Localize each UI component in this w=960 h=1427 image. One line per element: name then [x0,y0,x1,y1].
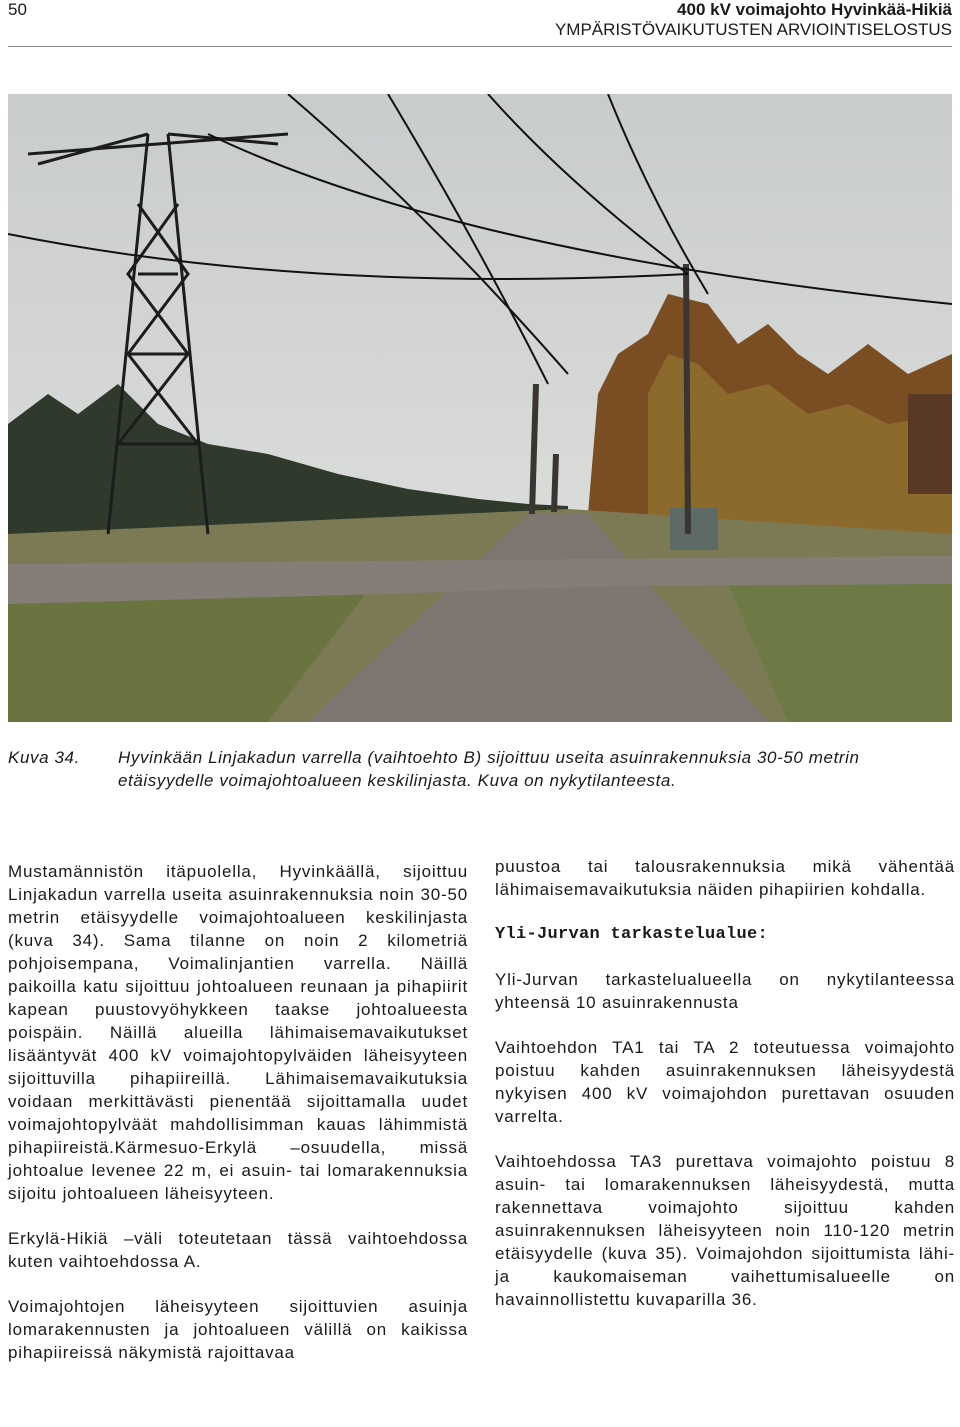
document-title [555,0,952,40]
left-column [8,860,468,1386]
paragraph: Yli-Jurvan tarkastelualueella on nykytilanteessa yhteensä 10 asuinrakennusta [495,970,955,1012]
figure-caption-label: Kuva 34. [8,748,80,767]
figure-photo [8,94,952,722]
section-heading: Yli-Jurvan tarkastelualue: [495,925,769,944]
figure-caption-text: Hyvinkään Linjakadun varrella (vaihtoehto B) sijoittuu useita asuinrakennuksia 30-50 metrin etäisyydelle voimajohtoalueen keskilinjasta. Kuva on nykytilanteesta. [118,748,860,790]
paragraph: puustoa tai talousrakennuksia mikä vähentää lähimaisemavaikutuksia näiden pihapiirien kohdalla. [495,857,955,899]
paragraph: Voimajohtojen läheisyyteen sijoittuvien asuinja lomarakennusten ja johtoalueen välillä on kaikissa pihapiireissä näkymistä rajoittavaa [8,1297,468,1362]
paragraph: Erkylä-Hikiä –väli toteutetaan tässä vaihtoehdossa kuten vaihtoehdossa A. [8,1229,468,1271]
paragraph: Vaihtoehdon TA1 tai TA 2 toteutuessa voimajohto poistuu kahden asuinrakennuksen läheisyydestä nykyisen 400 kV voimajohdon purettavan osuuden varrelta. [495,1038,955,1126]
page-number: 50 [8,0,27,19]
paragraph: Vaihtoehdossa TA3 purettava voimajohto poistuu 8 asuin- tai lomarakennuksen läheisyydestä, mutta rakennettava voimajohto sijoittuu kahden asuinrakennuksen läheisyyteen noin 110-120 metrin etäisyydelle (kuva 35). Voimajohdon sijoittumista lähi- ja kaukomaiseman vaihettumisalueelle on havainnollistettu kuvaparilla 36. [495,1152,955,1309]
paragraph: Mustamännistön itäpuolella, Hyvinkäällä, sijoittuu Linjakadun varrella useita asuinrakennuksia noin 30-50 metrin etäisyydelle voimajohtoalueen keskilinjasta (kuva 34). Sama tilanne on noin 2 kilometriä pohjoisempana, Voimalinjantien varrella. Näillä paikoilla katu sijoittuu johtoalueen reunaan ja pihapiirit kapean puustovyöhykkeen taakse johtoalueesta poispäin. Näillä alueilla lähimaisemavaikutukset lisääntyvät 400 kV voimajohtopylväiden läheisyyteen sijoittuvilla pihapiireillä. Lähimaisemavaikutuksia voidaan merkittävästi pienentää sijoittamalla uudet voimajohtopylväät mahdollisimman kauas lähimmistä pihapiireistä.Kärmesuo-Erkylä –osuudella, missä johtoalue levenee 22 m, ei asuin- tai lomarakennuksia sijoitu johtoalueen läheisyyteen. [8,862,468,1203]
document-title-line1: 400 kV voimajohto Hyvinkää-Hikiä [677,0,952,19]
right-column [495,855,955,1333]
header-divider [8,46,952,47]
page-header [8,0,952,46]
document-title-line2: YMPÄRISTÖVAIKUTUSTEN ARVIOINTISELOSTUS [554,20,952,39]
